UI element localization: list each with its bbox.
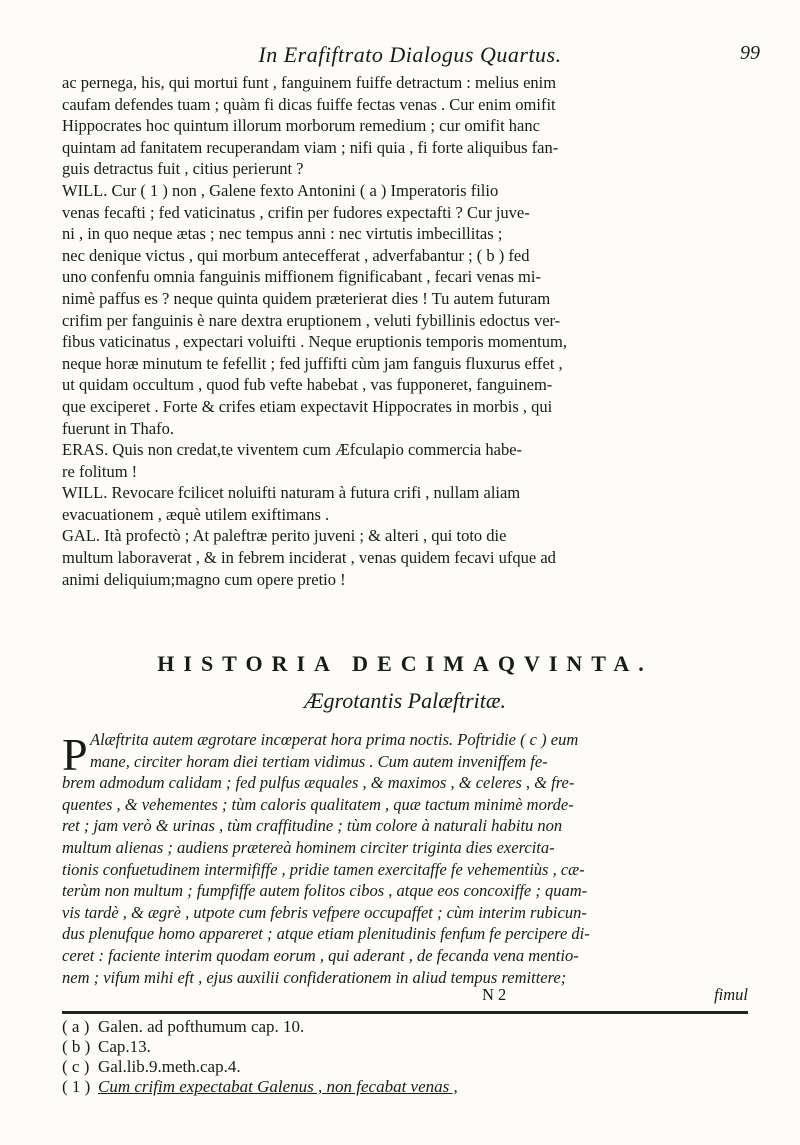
footnote-text: Cum crifim expectabat Galenus , non fecabat venas , (98, 1077, 458, 1096)
footnote-divider (62, 1011, 748, 1014)
text-line: brem admodum calidam ; fed pulfus æquales , & maximos , & celeres , & fre- (62, 773, 575, 793)
page-number: 99 (740, 42, 760, 64)
text-line: multum alienas ; audiens prætereà hominem circiter triginta dies exercita- (62, 837, 555, 857)
text-line: crifim per fanguinis è nare dextra eruptionem , veluti fybillinis edoctus ver- (62, 310, 561, 330)
text-line: multum laboraverat , & in febrem inciderat , venas quidem fecavi ufque ad (62, 548, 556, 568)
text-line: quintam ad fanitatem recuperandam viam ; nifi quia , fi forte aliquibus fan- (62, 137, 559, 157)
text-line: fibus vaticinatus , expectari voluifti . Neque eruptionis temporis momentum, (62, 332, 567, 352)
text-line: venas fecafti ; fed vaticinatus , crifin per fudores expectafti ? Cur juve- (62, 202, 530, 222)
text-line: re folitum ! (62, 461, 138, 481)
text-line: dus plenufque homo appareret ; atque etiam plenitudinis fenfum fe percipere di- (62, 924, 590, 944)
text-line: ni , in quo neque ætas ; nec tempus anni : nec virtutis imbecillitas ; (62, 224, 503, 244)
text-line: Alæftrita autem ægrotare incœperat hora prima noctis. Poftridie ( c ) eum (90, 730, 579, 749)
running-title: In Erafiftrato Dialogus Quartus. (258, 42, 562, 67)
footnote-text: Gal.lib.9.meth.cap.4. (98, 1057, 241, 1076)
text-line: ceret : faciente interim quodam eorum , qui aderant , de fecanda vena mentio- (62, 945, 579, 965)
text-line: caufam defendes tuam ; quàm fi dicas fuiffe fectas venas . Cur enim omifit (62, 94, 556, 114)
text-line: neque horæ minutum te fefellit ; fed juffifti cùm jam fanguis fluxurus effet , (62, 353, 563, 373)
dialogue-paragraph (62, 72, 748, 590)
text-line: WILL. Revocare fcilicet noluifti naturam à futura crifi , nullam aliam (62, 483, 521, 503)
footnote-mark: ( b ) (62, 1037, 91, 1056)
text-line: WILL. Cur ( 1 ) non , Galene fexto Antonini ( a ) Imperatoris filio (62, 180, 499, 200)
text-line: nec denique victus , qui morbum antecefferat , adverfabantur ; ( b ) fed (62, 245, 530, 265)
text-line: fuerunt in Thafo. (62, 418, 174, 438)
footnote (62, 1077, 748, 1097)
text-line: ret ; jam verò & urinas , tùm craffitudine ; tùm colore à naturali habitu non (62, 816, 563, 836)
text-line: nimè paffus es ? neque quinta quidem præterierat dies ! Tu autem futuram (62, 288, 551, 308)
section-heading: HISTORIA DECIMAQVINTA. (157, 651, 653, 676)
text-line: nem ; vifum mihi eft , ejus auxilii confiderationem in aliud tempus remittere; (62, 967, 567, 987)
footnote-mark: ( c ) (62, 1057, 90, 1076)
footnote-mark: ( 1 ) (62, 1077, 91, 1096)
text-line: ac pernega, his, qui mortui funt , fanguinem fuiffe detractum : melius enim (62, 73, 557, 92)
text-line: quentes , & vehementes ; tùm caloris qualitatem , quæ tactum minimè morde- (62, 794, 574, 814)
text-line: que exciperet . Forte & crifes etiam expectavit Hippocrates in morbis , qui (62, 396, 553, 416)
footnote (62, 1017, 748, 1037)
text-line: mane, circiter horam diei tertiam vidimus . Cum autem inveniffem fe- (90, 751, 548, 771)
text-line: ERAS. Quis non credat,te viventem cum Æfculapio commercia habe- (62, 440, 523, 460)
text-line: vis tardè , & ægrè , utpote cum febris vefpere occupaffet ; cùm interim rubicun- (62, 902, 587, 922)
footnote-text: Cap.13. (98, 1037, 151, 1056)
footnote-text: Galen. ad pofthumum cap. 10. (98, 1017, 305, 1036)
text-line: evacuationem , æquè utilem exiftimans . (62, 504, 330, 524)
text-line: ut quidam occultum , quod fub vefte habebat , vas fupponeret, fanguinem- (62, 375, 553, 395)
text-line: tionis confuetudinem intermififfe , pridie tamen exercitaffe fe vehementiùs , cæ- (62, 859, 585, 879)
text-line: animi deliquium;magno cum opere pretio ! (62, 569, 346, 589)
signature-mark: N 2 (482, 985, 507, 1004)
drop-cap: P (62, 729, 88, 780)
footnote (62, 1037, 748, 1057)
text-line: guis detractus fuit , citius perierunt ? (62, 159, 304, 179)
text-line: terùm non multum ; fumpfiffe autem folitos cibos , atque eos concoxiffe ; quam- (62, 881, 588, 901)
footnote (62, 1057, 748, 1077)
text-line: uno confenfu omnia fanguinis miffionem fignificabant , fecari venas mi- (62, 267, 541, 287)
footnote-mark: ( a ) (62, 1017, 90, 1036)
text-line: GAL. Ità profectò ; At paleftræ perito juveni ; & alteri , qui toto die (62, 526, 507, 546)
section-subheading: Ægrotantis Palæftritæ. (303, 688, 507, 713)
footnotes (62, 1017, 748, 1097)
text-line: Hippocrates hoc quintum illorum morborum remedium ; cur omifit hanc (62, 116, 540, 136)
catchword: fimul (714, 985, 748, 1004)
case-history-paragraph (62, 729, 748, 988)
page-header (60, 42, 760, 72)
